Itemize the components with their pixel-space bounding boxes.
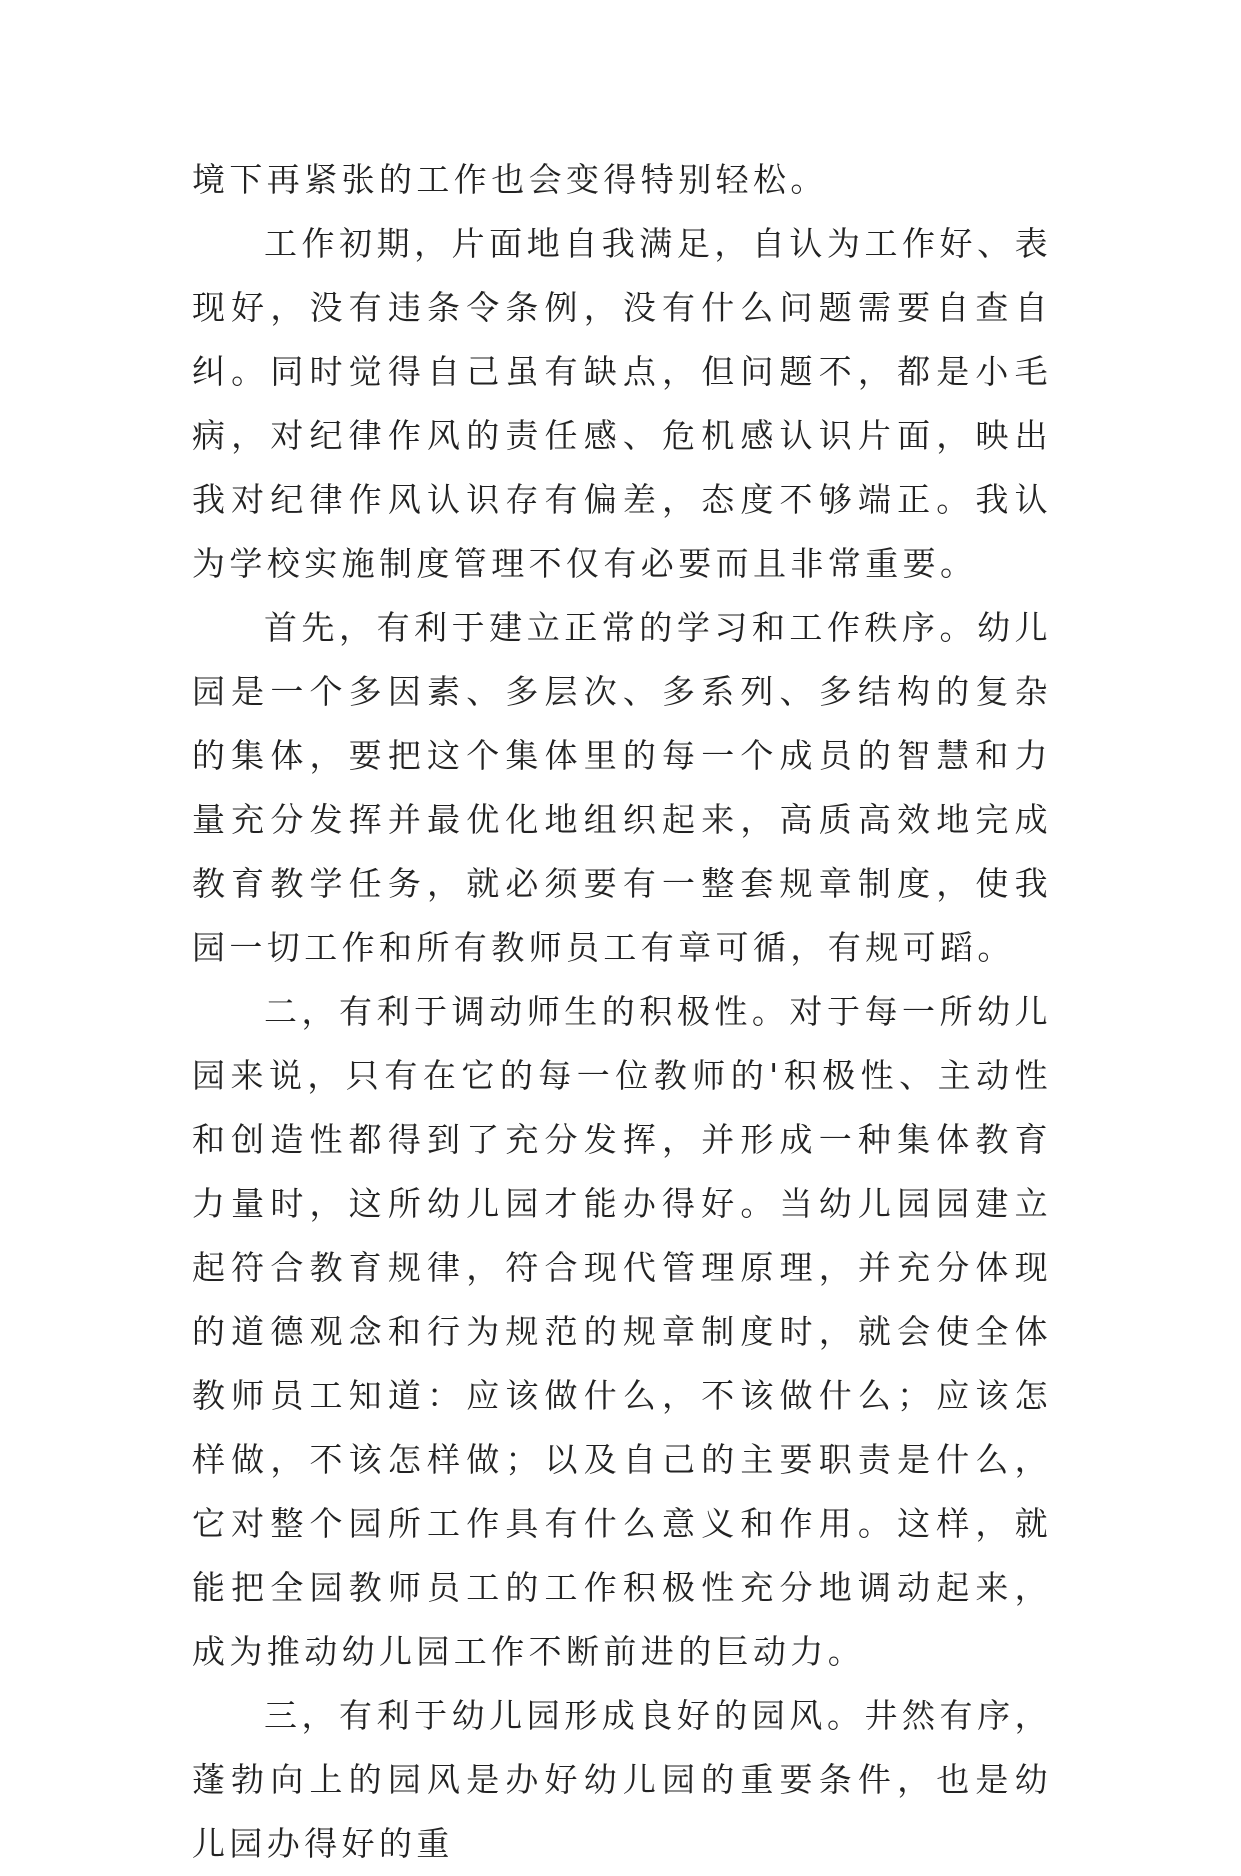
paragraph-continuation: 境下再紧张的工作也会变得特别轻松。 — [192, 160, 828, 199]
paragraph-third-point: 三，有利于幼儿园形成良好的园风。井然有序，蓬勃向上的园风是办好幼儿园的重要条件，也是幼儿园办得好的重 — [192, 1696, 1052, 1863]
paragraph-first-point: 首先，有利于建立正常的学习和工作秩序。幼儿园是一个多因素、多层次、多系列、多结构的复杂的集体，要把这个集体里的每一个成员的智慧和力量充分发挥并最优化地组织起来，高质高效地完成教育教学任务，就必须要有一整套规章制度，使我园一切工作和所有教师员工有章可循，有规可蹈。 — [192, 608, 1052, 967]
paragraph-second-point: 二，有利于调动师生的积极性。对于每一所幼儿园来说，只有在它的每一位教师的'积极性、主动性和创造性都得到了充分发挥，并形成一种集体教育力量时，这所幼儿园才能办得好。当幼儿园园建立起符合教育规律，符合现代管理原理，并充分体现的道德观念和行为规范的规章制度时，就会使全体教师员工知道：应该做什么，不该做什么；应该怎样做，不该怎样做；以及自己的主要职责是什么，它对整个园所工作具有什么意义和作用。这样，就能把全园教师员工的工作积极性充分地调动起来，成为推动幼儿园工作不断前进的巨动力。 — [192, 992, 1052, 1671]
document-body — [192, 148, 1052, 1876]
paragraph-initial-work: 工作初期，片面地自我满足，自认为工作好、表现好，没有违条令条例，没有什么问题需要自查自纠。同时觉得自己虽有缺点，但问题不，都是小毛病，对纪律作风的责任感、危机感认识片面，映出我对纪律作风认识存有偏差，态度不够端正。我认为学校实施制度管理不仅有必要而且非常重要。 — [192, 224, 1052, 583]
